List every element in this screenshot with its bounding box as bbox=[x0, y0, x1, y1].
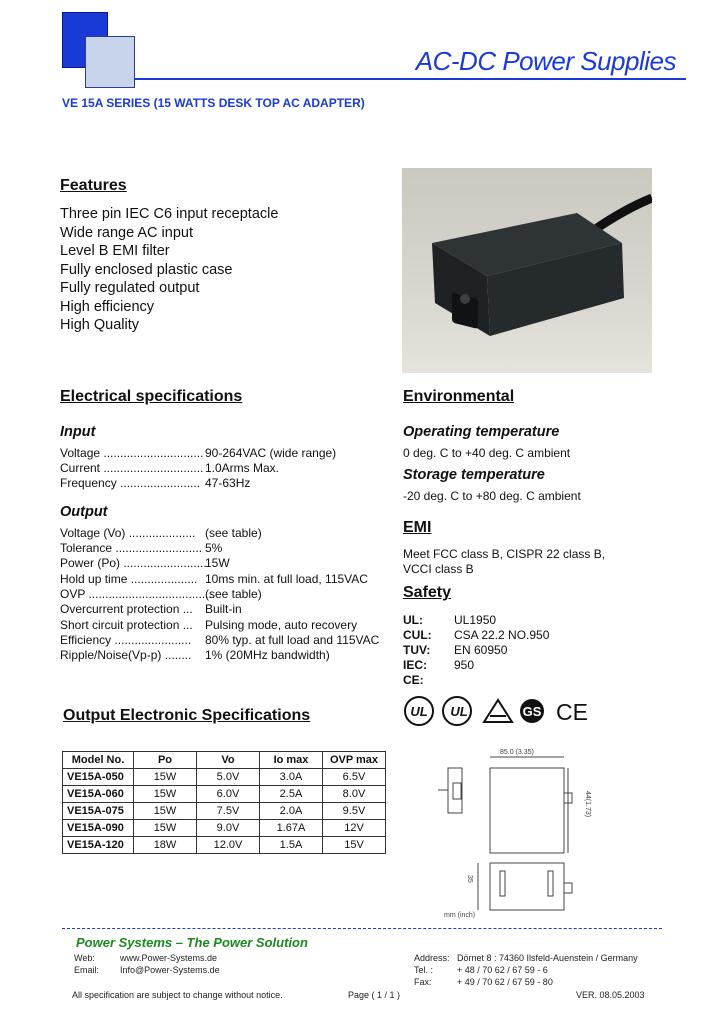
cell-vo: 12.0V bbox=[197, 837, 260, 854]
spec-value: (see table) bbox=[205, 526, 262, 540]
features-heading: Features bbox=[60, 177, 127, 194]
safety-value: CSA 22.2 NO.950 bbox=[454, 628, 550, 642]
spec-value: 5% bbox=[205, 541, 223, 555]
storage-temp-value: -20 deg. C to +80 deg. C ambient bbox=[403, 489, 581, 503]
environmental-heading: Environmental bbox=[403, 388, 515, 405]
output-table-heading: Output Electronic Specifications bbox=[63, 707, 311, 724]
cul-mark-text: UL bbox=[450, 704, 468, 719]
cell-model: VE15A-075 bbox=[63, 803, 134, 820]
ul-mark-text: UL bbox=[410, 704, 428, 719]
gs-mark-text: GS bbox=[522, 704, 542, 719]
spec-label: Voltage (Vo) .................... bbox=[60, 526, 196, 540]
spec-label: Ripple/Noise(Vp-p) ........ bbox=[60, 648, 192, 662]
spec-label: Short circuit protection ... bbox=[60, 618, 193, 632]
cell-ovp: 9.5V bbox=[323, 803, 386, 820]
cell-io: 2.5A bbox=[260, 786, 323, 803]
operating-temp-heading: Operating temperature bbox=[403, 424, 560, 440]
cell-po: 15W bbox=[134, 786, 197, 803]
spec-label: Power (Po) ......................... bbox=[60, 556, 207, 570]
operating-temp-value: 0 deg. C to +40 deg. C ambient bbox=[403, 446, 571, 460]
cell-ovp: 6.5V bbox=[323, 769, 386, 786]
gs-mark-icon bbox=[520, 699, 544, 723]
spec-label: Hold up time .................... bbox=[60, 572, 198, 586]
electrical-heading: Electrical specifications bbox=[60, 388, 243, 405]
disclaimer: All specification are subject to change without notice. bbox=[72, 990, 283, 1000]
ce-mark-icon bbox=[556, 699, 588, 725]
page-number: Page ( 1 / 1 ) bbox=[348, 990, 401, 1000]
feature-item: High Quality bbox=[60, 317, 139, 333]
spec-value: 1% (20MHz bandwidth) bbox=[205, 648, 330, 662]
ul-mark-icon bbox=[405, 697, 433, 725]
table-row bbox=[63, 820, 386, 837]
col-header: OVP max bbox=[323, 752, 386, 769]
emi-line-2: VCCI class B bbox=[403, 562, 474, 576]
safety-heading: Safety bbox=[403, 584, 452, 601]
version: VER. 08.05.2003 bbox=[576, 990, 645, 1000]
cell-io: 3.0A bbox=[260, 769, 323, 786]
feature-item: High efficiency bbox=[60, 298, 155, 315]
cell-io: 2.0A bbox=[260, 803, 323, 820]
output-heading: Output bbox=[60, 504, 108, 520]
spec-value: 1.0Arms Max. bbox=[205, 461, 280, 475]
spec-value: 80% typ. at full load and 115VAC bbox=[205, 633, 380, 647]
table-row bbox=[63, 837, 386, 854]
cell-po: 15W bbox=[134, 803, 197, 820]
tel-value: + 48 / 70 62 / 67 59 - 6 bbox=[457, 965, 548, 975]
output-table bbox=[62, 751, 386, 854]
features-list bbox=[60, 205, 278, 335]
spec-label: Current .............................. bbox=[60, 461, 204, 475]
input-heading: Input bbox=[60, 424, 96, 440]
tel-label: Tel. : bbox=[414, 965, 434, 975]
adapter-illustration bbox=[402, 168, 652, 373]
cell-ovp: 12V bbox=[323, 820, 386, 837]
safety-key: CE: bbox=[403, 673, 424, 687]
mechanical-drawing bbox=[438, 745, 598, 920]
cell-model: VE15A-050 bbox=[63, 769, 134, 786]
safety-key: IEC: bbox=[403, 658, 427, 672]
col-header: Vo bbox=[197, 752, 260, 769]
company-slogan: Power Systems – The Power Solution bbox=[76, 935, 308, 950]
spec-value: Built-in bbox=[205, 602, 242, 616]
spec-label: Efficiency ....................... bbox=[60, 633, 192, 647]
spec-label: Tolerance .......................... bbox=[60, 541, 203, 555]
table-row bbox=[63, 803, 386, 820]
cell-po: 15W bbox=[134, 769, 197, 786]
cell-po: 18W bbox=[134, 837, 197, 854]
col-header: Io max bbox=[260, 752, 323, 769]
cell-vo: 5.0V bbox=[197, 769, 260, 786]
page-title: AC-DC Power Supplies bbox=[415, 46, 676, 76]
cell-model: VE15A-060 bbox=[63, 786, 134, 803]
safety-value: EN 60950 bbox=[454, 643, 508, 657]
dim-depth-label: 35 bbox=[466, 875, 473, 883]
ce-mark-text: CE bbox=[556, 699, 588, 725]
cell-io: 1.67A bbox=[260, 820, 323, 837]
cul-mark-icon bbox=[443, 697, 471, 725]
table-row bbox=[63, 786, 386, 803]
address-value: Dörnet 8 : 74360 Ilsfeld-Auenstein / Germany bbox=[457, 953, 638, 963]
safety-value: 950 bbox=[454, 658, 475, 672]
cell-vo: 6.0V bbox=[197, 786, 260, 803]
address-label: Address: bbox=[414, 953, 450, 963]
cell-model: VE15A-090 bbox=[63, 820, 134, 837]
series-title: VE 15A SERIES (15 WATTS DESK TOP AC ADAPTER) bbox=[62, 96, 365, 110]
col-header: Po bbox=[134, 752, 197, 769]
table-row bbox=[63, 769, 386, 786]
feature-item: Wide range AC input bbox=[60, 224, 193, 241]
email-label: Email: bbox=[74, 965, 100, 975]
table-header-row bbox=[63, 752, 386, 769]
product-photo bbox=[402, 168, 652, 373]
unit-label: mm (inch) bbox=[444, 912, 476, 919]
footer-rule bbox=[62, 928, 662, 929]
spec-value: 15W bbox=[205, 556, 230, 570]
dim-width-label: 85.0 (3.35) bbox=[500, 749, 534, 756]
spec-value: 10ms min. at full load, 115VAC bbox=[205, 572, 368, 586]
cell-ovp: 15V bbox=[323, 837, 386, 854]
output-spec-table bbox=[62, 751, 386, 854]
cell-io: 1.5A bbox=[260, 837, 323, 854]
spec-value: Pulsing mode, auto recovery bbox=[205, 618, 358, 632]
spec-value: 90-264VAC (wide range) bbox=[205, 446, 337, 460]
safety-key: CUL: bbox=[403, 628, 432, 642]
fax-label: Fax: bbox=[414, 977, 432, 987]
spec-label: Voltage .............................. bbox=[60, 446, 204, 460]
cell-po: 15W bbox=[134, 820, 197, 837]
spec-label: OVP ...................................... bbox=[60, 587, 216, 601]
web-link[interactable]: www.Power-Systems.de bbox=[120, 953, 218, 963]
feature-item: Fully enclosed plastic case bbox=[60, 261, 233, 278]
safety-key: TUV: bbox=[403, 643, 431, 657]
fax-value: + 49 / 70 62 / 67 59 - 80 bbox=[457, 977, 553, 987]
cell-ovp: 8.0V bbox=[323, 786, 386, 803]
spec-label: Overcurrent protection ... bbox=[60, 602, 193, 616]
spec-value: (see table) bbox=[205, 587, 262, 601]
feature-item: Level B EMI filter bbox=[60, 243, 170, 259]
dim-height-label: 44(1.73) bbox=[584, 791, 591, 818]
header-rule bbox=[134, 78, 686, 80]
feature-item: Three pin IEC C6 input receptacle bbox=[60, 206, 279, 222]
certification-marks bbox=[402, 694, 602, 728]
safety-value: UL1950 bbox=[454, 613, 497, 627]
feature-item: Fully regulated output bbox=[60, 280, 200, 296]
spec-label: Frequency ........................ bbox=[60, 476, 201, 490]
email-link[interactable]: Info@Power-Systems.de bbox=[120, 965, 220, 975]
safety-key: UL: bbox=[403, 613, 423, 627]
cell-vo: 9.0V bbox=[197, 820, 260, 837]
cell-vo: 7.5V bbox=[197, 803, 260, 820]
emi-line-1: Meet FCC class B, CISPR 22 class B, bbox=[403, 547, 606, 561]
storage-temp-heading: Storage temperature bbox=[403, 467, 545, 483]
col-header: Model No. bbox=[63, 752, 134, 769]
web-label: Web: bbox=[74, 953, 95, 963]
spec-value: 47-63Hz bbox=[205, 476, 251, 490]
tuv-mark-icon bbox=[484, 700, 512, 722]
emi-heading: EMI bbox=[403, 519, 432, 536]
cell-model: VE15A-120 bbox=[63, 837, 134, 854]
logo-square-light bbox=[85, 36, 135, 88]
